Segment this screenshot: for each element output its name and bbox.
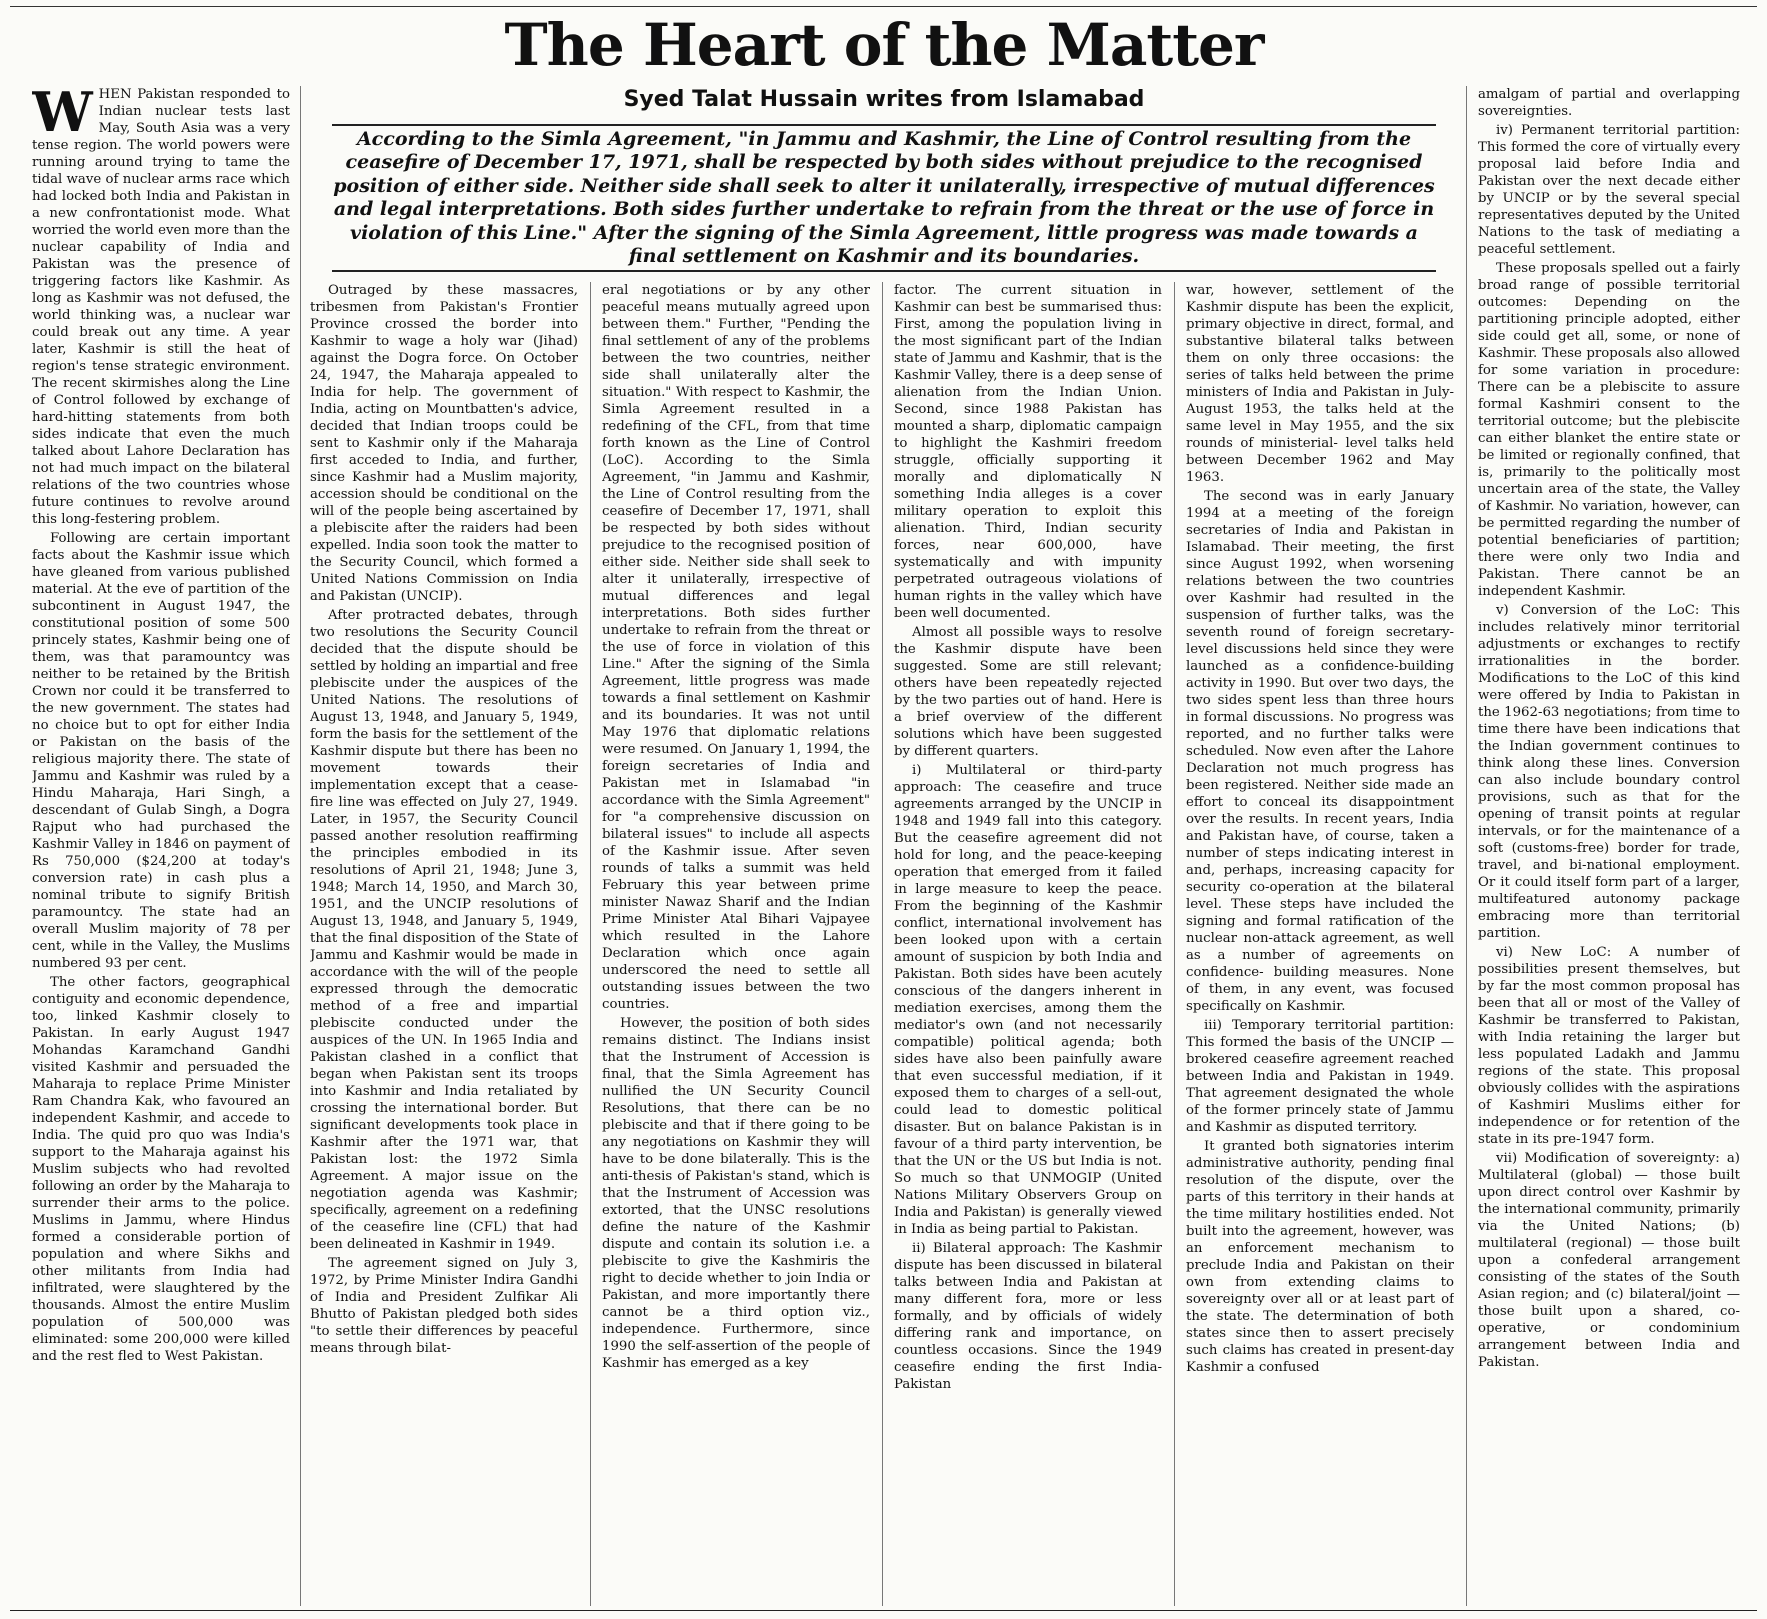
paragraph: iii) Temporary territorial partition: This formed the basis of the UNCIP — brokered ceasefire agreement reached between India and Pakistan in 1949. That agreement designated the whole of the former princely state of Jammu and Kashmir as disputed territory. (1186, 1018, 1454, 1135)
column-divider (300, 86, 301, 1606)
article-column-2 (310, 282, 578, 1606)
paragraph: vi) New LoC: A number of possibilities present themselves, but by far the most common proposal has been that all or most of the Valley of Kashmir be transferred to Pakistan, with India retaining the larger but less populated Ladakh and Jammu regions of the state. This proposal obviously collides with the aspirations of Kashmiri Muslims either for independence or for retention of the state in its pre-1947 form. (1478, 945, 1740, 1147)
article-column-4 (894, 282, 1162, 1606)
column-divider (1466, 86, 1467, 1606)
paragraph: The agreement signed on July 3, 1972, by Prime Minister Indira Gandhi of India and President Zulfikar Ali Bhutto of Pakistan pledged both sides "to settle their differences by peaceful means through bilat- (310, 1256, 578, 1356)
byline: Syed Talat Hussain writes from Islamabad (623, 87, 1145, 112)
paragraph: v) Conversion of the LoC: This includes relatively minor territorial adjustments or exchanges to rectify irrationalities in the border. Modifications to the LoC of this kind were offered by India to Pakistan in the 1962-63 negotiations; from time to time there have been indications that the Indian government continues to think along these lines. Conversion can also include boundary control provisions, such as that for the opening of transit points at regular intervals, or for the maintenance of a soft (customs-free) border for trade, travel, and bi-national employment. Or it could itself form part of a larger, multifeatured autonomy package embracing more than territorial partition. (1478, 603, 1740, 941)
top-rule (10, 6, 1757, 7)
headline: The Heart of the Matter (504, 11, 1264, 79)
paragraph: vii) Modification of sovereignty: a) Multilateral (global) — those built upon direct control over Kashmir by the international community, primarily via the United Nations; (b) multilateral (regional) — those built upon a confederal arrangement consisting of the states of the South Asian region; and (c) bilateral/joint — those built upon a shared, co-operative, or condominium arrangement between India and Pakistan. (1478, 1151, 1740, 1370)
bottom-rule (10, 1610, 1757, 1611)
paragraph (32, 86, 290, 528)
article-column-5 (1186, 282, 1454, 1606)
paragraph: eral negotiations or by any other peaceful means mutually agreed upon between them." Further, "Pending the final settlement of any of the problems between the two countries, neither side shall unilaterally alter the situation." With respect to Kashmir, the Simla Agreement resulted in a redefining of the CFL, from that time forth known as the Line of Control (LoC). According to the Simla Agreement, "in Jammu and Kashmir, the Line of Control resulting from the ceasefire of December 17, 1971, shall be respected by both sides without prejudice to the recognised position of either side. Neither side shall seek to alter it unilaterally, irrespective of mutual differences and legal interpretations. Both sides further undertake to refrain from the threat or the use of force in violation of this Line." After the signing of the Simla Agreement, little progress was made towards a final settlement on Kashmir and its boundaries. It was not until May 1976 that diplomatic relations were resumed. On January 1, 1994, the foreign secretaries of India and Pakistan met in Islamabad "in accordance with the Simla Agreement" for "a comprehensive discussion on bilateral issues" to include all aspects of the Kashmir issue. After seven rounds of talks a summit was held February this year between prime minister Nawaz Sharif and the Indian Prime Minister Atal Bihari Vajpayee which resulted in the Lahore Declaration which once again underscored the need to settle all outstanding issues between the two countries. (602, 283, 870, 1012)
column-divider (882, 282, 883, 1606)
paragraph: Outraged by these massacres, tribesmen from Pakistan's Frontier Province crossed the border into Kashmir to wage a holy war (Jihad) against the Dogra force. On October 24, 1947, the Maharaja appealed to India for help. The government of India, acting on Mountbatten's advice, decided that Indian troops could be sent to Kashmir only if the Maharaja first acceded to India, and further, since Kashmir had a Muslim majority, accession should be conditional on the will of the people being ascertained by a plebiscite after the raiders had been expelled. India soon took the matter to the Security Council, which formed a United Nations Commission on India and Pakistan (UNCIP). (310, 283, 578, 604)
paragraph: However, the position of both sides remains distinct. The Indians insist that the Instrument of Accession is final, that the Simla Agreement has nullified the UN Security Council Resolutions, that there can be no plebiscite and that if there going to be any negotiations on Kashmir they will have to be done bilaterally. This is the anti-thesis of Pakistan's stand, which is that the Instrument of Accession was extorted, that the UNSC resolutions define the nature of the Kashmir dispute and contain its solution i.e. a plebiscite to give the Kashmiris the right to decide whether to join India or Pakistan, and more importantly there cannot be a third option viz., independence. Furthermore, since 1990 the self-assertion of the people of Kashmir has emerged as a key (602, 1016, 870, 1371)
paragraph: amalgam of partial and overlapping sovereignties. (1478, 87, 1740, 119)
paragraph: iv) Permanent territorial partition: This formed the core of virtually every proposal laid before India and Pakistan over the next decade either by UNCIP or by the several special representatives deputed by the United Nations to the task of mediating a peaceful settlement. (1478, 123, 1740, 257)
paragraph: Following are certain important facts about the Kashmir issue which have gleaned from various published material. At the eve of partition of the subcontinent in August 1947, the constitutional position of some 500 princely states, Kashmir being one of them, was that paramountcy was neither to be retained by the British Crown nor could it be transferred to the new government. The states had no choice but to opt for either India or Pakistan on the basis of the religious majority there. The state of Jammu and Kashmir was ruled by a Hindu Maharaja, Hari Singh, a descendant of Gulab Singh, a Dogra Rajput who had purchased the Kashmir Valley in 1846 on payment of Rs 750,000 ($24,200 at today's conversion rate) in cash plus a nominal tribute to signify British paramountcy. The state had an overall Muslim majority of 78 per cent, while in the Valley, the Muslims numbered 93 per cent. (32, 531, 290, 971)
standfirst-top-rule (332, 124, 1436, 126)
article-column-3 (602, 282, 870, 1606)
paragraph: i) Multilateral or third-party approach: The ceasefire and truce agreements arranged by the UNCIP in 1948 and 1949 fall into this category. But the ceasefire agreement did not hold for long, and the peace-keeping operation that emerged from it failed in large measure to keep the peace. From the beginning of the Kashmir conflict, international involvement has been looked upon with a certain amount of suspicion by both India and Pakistan. Both sides have been acutely conscious of the dangers inherent in mediation exercises, among them the mediator's own (and not necessarily compatible) political agenda; both sides have also been painfully aware that even successful mediation, if it exposed them to charges of a sell-out, could lead to domestic political disaster. But on balance Pakistan is in favour of a third party intervention, be that the UN or the US but India is not. So much so that UNMOGIP (United Nations Military Observers Group on India and Pakistan) is generally viewed in India as being partial to Pakistan. (894, 763, 1162, 1237)
article-column-1 (32, 86, 290, 1606)
paragraph: It granted both signatories interim administrative authority, pending final resolution of the dispute, over the parts of this territory in their hands at the time military hostilities ended. Not built into the agreement, however, was an enforcement mechanism to preclude India and Pakistan on their own from extending claims to sovereignty over all or at least part of the state. The determination of both states since then to assert precisely such claims has created in present-day Kashmir a confused (1186, 1139, 1454, 1375)
paragraph: After protracted debates, through two resolutions the Security Council decided that the dispute should be settled by holding an impartial and free plebiscite under the auspices of the United Nations. The resolutions of August 13, 1948, and January 5, 1949, form the basis for the settlement of the Kashmir dispute but there has been no movement towards their implementation except that a cease-fire line was effected on July 27, 1949. Later, in 1957, the Security Council passed another resolution reaffirming the principles embodied in its resolutions of April 21, 1948; June 3, 1948; March 14, 1950, and March 30, 1951, and the UNCIP resolutions of August 13, 1948, and January 5, 1949, that the final disposition of the State of Jammu and Kashmir would be made in accordance with the will of the people expressed through the democratic method of a free and impartial plebiscite conducted under the auspices of the UN. In 1965 India and Pakistan clashed in a conflict that began when Pakistan sent its troops into Kashmir and India retaliated by crossing the international border. But significant developments took place in Kashmir after the 1971 war, that Pakistan lost: the 1972 Simla Agreement. A major issue on the negotiation agenda was Kashmir; specifically, agreement on a redefining of the ceasefire line (CFL) that had been delineated in Kashmir in 1949. (310, 608, 578, 1252)
paragraph: factor. The current situation in Kashmir can best be summarised thus: First, among the population living in the most significant part of the Indian state of Jammu and Kashmir, that is the Kashmir Valley, there is a deep sense of alienation from the Indian Union. Second, since 1988 Pakistan has mounted a sharp, diplomatic campaign to highlight the Kashmiri freedom struggle, officially supporting it morally and diplomatically N something India alleges is a cover military operation to exploit this alienation. Third, Indian security forces, near 600,000, have systematically and with impunity perpetrated outrageous violations of human rights in the valley which have been well documented. (894, 283, 1162, 621)
paragraph-text: HEN Pakistan responded to Indian nuclear tests last May, South Asia was a very tense region. The world powers were running around trying to tame the tidal wave of nuclear arms race which had locked both India and Pakistan in a new confrontationist mode. What worried the world even more than the nuclear capability of India and Pakistan was the presence of triggering factors like Kashmir. As long as Kashmir was not defused, the world thinking was, a nuclear war could break out any time. A year later, Kashmir is still the heat of region's tense strategic environment. The recent skirmishes along the Line of Control followed by exchange of hard-hitting statements from both sides indicate that even the much talked about Lahore Declaration has not had much impact on the bilateral relations of the two countries whose future continues to revolve around this long-festering problem. (32, 87, 290, 527)
article-column-6 (1478, 86, 1740, 1606)
paragraph: Almost all possible ways to resolve the Kashmir dispute have been suggested. Some are still relevant; others have been repeatedly rejected by the two parties out of hand. Here is a brief overview of the different solutions which have been suggested by different quarters. (894, 625, 1162, 759)
paragraph: These proposals spelled out a fairly broad range of possible territorial outcomes: Depending on the partitioning principle adopted, either side could get all, some, or none of Kashmir. These proposals also allowed for some variation in procedure: There can be a plebiscite to assure formal Kashmiri consent to the territorial outcome; but the plebiscite can either blanket the entire state or be limited or regionally confined, that is, primarily to the politically most uncertain area of the state, the Valley of Kashmir. No variation, however, can be permitted regarding the number of potential beneficiaries of partition; there were only two India and Pakistan. There cannot be an independent Kashmir. (1478, 261, 1740, 599)
standfirst: According to the Simla Agreement, "in Jammu and Kashmir, the Line of Control resulting from the ceasefire of December 17, 1971, shall be respected by both sides without prejudice to the recognised position of either side. Neither side shall seek to alter it unilaterally, irrespective of mutual differences and legal interpretations. Both sides further undertake to refrain from the threat or the use of force in violation of this Line." After the signing of the Simla Agreement, little progress was made towards a final settlement on Kashmir and its boundaries. (333, 128, 1435, 268)
paragraph: ii) Bilateral approach: The Kashmir dispute has been discussed in bilateral talks between India and Pakistan at many different fora, more or less formally, and by officials of widely differing rank and importance, on countless occasions. Since the 1949 ceasefire ending the first India-Pakistan (894, 1241, 1162, 1392)
paragraph: The other factors, geographical contiguity and economic dependence, too, linked Kashmir closely to Pakistan. In early August 1947 Mohandas Karamchand Gandhi visited Kashmir and persuaded the Maharaja to replace Prime Minister Ram Chandra Kak, who favoured an independent Kashmir, and accede to India. The quid pro quo was India's support to the Maharaja against his Muslim subjects who had revolted following an order by the Maharaja to surrender their arms to the police. Muslims in Jammu, where Hindus formed a considerable portion of population and where Sikhs and other militants from India had infiltrated, were slaughtered by the thousands. Almost the entire Muslim population of 500,000 was eliminated: some 200,000 were killed and the rest fled to West Pakistan. (32, 975, 290, 1364)
drop-cap: W (32, 86, 93, 144)
standfirst-bottom-rule (332, 270, 1436, 272)
paragraph: The second was in early January 1994 at a meeting of the foreign secretaries of India and Pakistan in Islamabad. Their meeting, the first since August 1992, when worsening relations between the two countries over Kashmir had resulted in the suspension of further talks, was the seventh round of foreign secretary-level discussions held since they were launched as a confidence-building activity in 1990. But over two days, the two sides spent less than three hours in formal discussions. No progress was reported, and no further talks were scheduled. Now even after the Lahore Declaration not much progress has been registered. Neither side made an effort to conceal its disappointment over the results. In recent years, India and Pakistan have, of course, taken a number of steps indicating interest in and, perhaps, increasing capacity for security co-operation at the bilateral level. These steps have included the signing and formal ratification of the nuclear non-attack agreement, as well as a number of agreements on confidence- building measures. None of them, in any event, was focused specifically on Kashmir. (1186, 489, 1454, 1014)
column-divider (1174, 282, 1175, 1606)
column-divider (590, 282, 591, 1606)
paragraph: war, however, settlement of the Kashmir dispute has been the explicit, primary objective in direct, formal, and substantive bilateral talks between them on only three occasions: the series of talks held between the prime ministers of India and Pakistan in July-August 1953, the talks held at the same level in May 1955, and the six rounds of ministerial- level talks held between December 1962 and May 1963. (1186, 283, 1454, 485)
